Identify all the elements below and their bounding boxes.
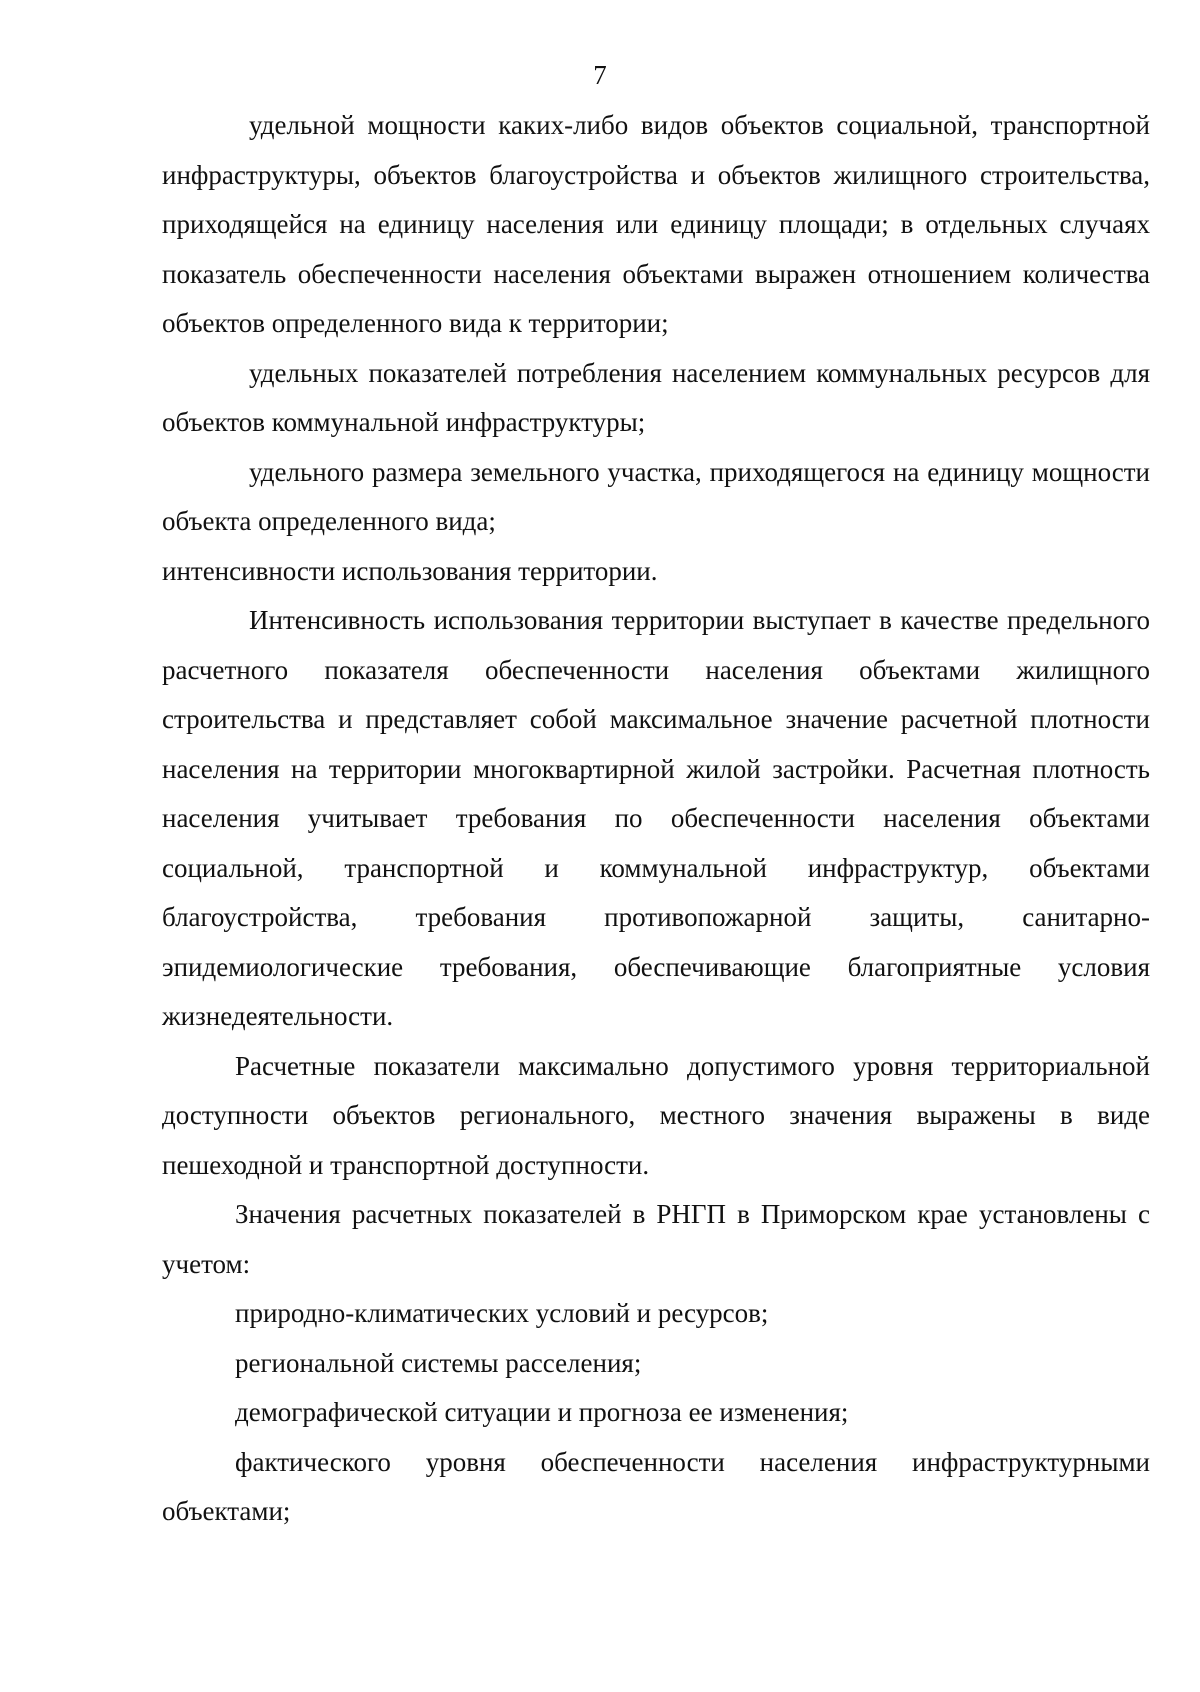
list-item-settlement-system: региональной системы расселения; [235, 1347, 642, 1378]
document-body [162, 101, 1150, 1537]
list-item-demographics: демографической ситуации и прогноза ее изменения; [235, 1397, 849, 1427]
list-item-climate: природно-климатических условий и ресурсов; [235, 1298, 769, 1328]
paragraph-utility-consumption: удельных показателей потребления населением коммунальных ресурсов для объектов коммунальной инфраструктуры; [162, 357, 1150, 437]
list-item-infrastructure-level: фактического уровня обеспеченности населения инфраструктурными объектами; [162, 1446, 1150, 1526]
paragraph-accessibility: Расчетные показатели максимально допустимого уровня территориальной доступности объектов регионального, местного значения выражены в виде пешеходной и транспортной доступности. [162, 1050, 1150, 1180]
paragraph-land-plot-size: удельного размера земельного участка, приходящегося на единицу мощности объекта определенного вида; [162, 456, 1150, 536]
paragraph-values-basis: Значения расчетных показателей в РНГП в Приморском крае установлены с учетом: [162, 1199, 1150, 1279]
paragraph-specific-capacity: удельной мощности каких-либо видов объектов социальной, транспортной инфраструктуры, объектов благоустройства и объектов жилищного строительства, приходящейся на единицу населения или единицу площади; в отдельных случаях показатель обеспеченности населения объектами выражен отношением количества объектов определенного вида к территории; [162, 110, 1150, 338]
page-number: 7 [593, 60, 607, 90]
paragraph-intensity-definition: Интенсивность использования территории выступает в качестве предельного расчетного показателя обеспеченности населения объектами жилищного строительства и представляет собой максимальное значение расчетной плотности населения на территории многоквартирной жилой застройки. Расчетная плотность населения учитывает требования по обеспеченности населения объектами социальной, транспортной и коммунальной инфраструктур, объектами благоустройства, требования противопожарной защиты, санитарно-эпидемиологические требования, обеспечивающие благоприятные условия жизнедеятельности. [162, 605, 1150, 1031]
paragraph-territory-intensity: интенсивности использования территории. [162, 555, 658, 586]
